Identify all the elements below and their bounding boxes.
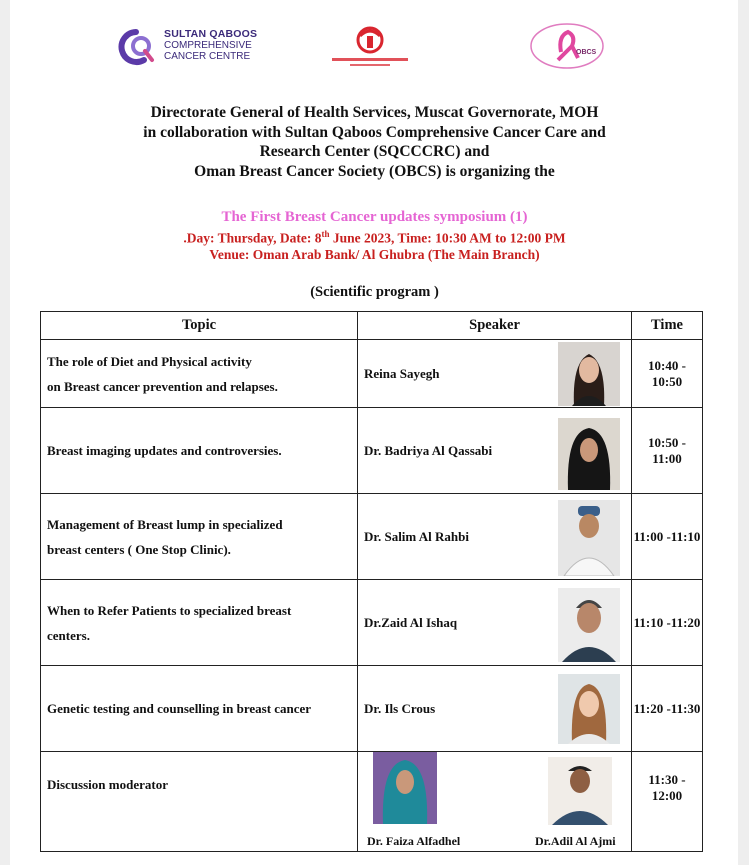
topic-cell: Discussion moderator <box>41 752 358 852</box>
time-cell: 11:20 -11:30 <box>632 666 703 752</box>
header-line-1: Directorate General of Health Services, Muscat Governorate, MOH <box>150 104 599 121</box>
logo-line-1: SULTAN QABOOS <box>164 28 258 40</box>
moh-logo <box>320 24 420 72</box>
time-cell: 11:10 -11:20 <box>632 580 703 666</box>
table-row <box>41 494 703 580</box>
event-date-time <box>0 226 749 247</box>
header-topic: Topic <box>41 312 358 340</box>
obcs-ribbon-icon <box>528 22 606 70</box>
speaker-cell <box>358 408 632 494</box>
header-line-2: in collaboration with Sultan Qaboos Comprehensive Cancer Care and <box>143 123 606 141</box>
event-day-prefix: .Day: Thursday, Date: 8 <box>183 230 322 246</box>
header-time: Time <box>632 312 703 340</box>
time-cell: 11:30 - 12:00 <box>632 752 703 852</box>
event-venue: Venue: Oman Arab Bank/ Al Ghubra (The Main Branch) <box>209 246 540 262</box>
sqcccrc-logo <box>114 26 274 68</box>
header-line-4: Oman Breast Cancer Society (OBCS) is organizing the <box>194 162 555 180</box>
moderator-name-1: Dr. Faiza Alfadhel <box>367 834 461 848</box>
table-row <box>41 752 703 852</box>
table-row <box>41 666 703 752</box>
speaker-name: Dr.Zaid Al Ishaq <box>364 614 458 630</box>
speaker-photo <box>558 588 620 662</box>
event-day-sup: th <box>321 229 330 239</box>
event-title: The First Breast Cancer updates symposium (1) <box>221 209 528 225</box>
speaker-name: Reina Sayegh <box>364 365 440 381</box>
speaker-cell <box>358 494 632 580</box>
speaker-photo <box>558 418 620 490</box>
speaker-cell <box>358 580 632 666</box>
organizer-statement <box>0 103 749 181</box>
speaker-name: Dr. Ils Crous <box>364 700 436 716</box>
sqcccrc-mark-icon <box>114 28 158 66</box>
speaker-cell <box>358 666 632 752</box>
topic-cell <box>41 408 358 494</box>
speaker-name: Dr. Salim Al Rahbi <box>364 528 469 544</box>
obcs-text: OBCS <box>576 49 597 56</box>
topic-line-2: centers. <box>47 627 90 643</box>
obcs-logo <box>528 22 606 70</box>
time-cell: 10:50 - 11:00 <box>632 408 703 494</box>
topic-line-1: Management of Breast lump in specialized <box>47 516 283 532</box>
topic-cell <box>41 340 358 408</box>
time-cell: 10:40 - 10:50 <box>632 340 703 408</box>
table-header-row <box>41 312 703 340</box>
topic-line-2: breast centers ( One Stop Clinic). <box>47 541 231 557</box>
table-row <box>41 340 703 408</box>
topic-line-1: The role of Diet and Physical activity <box>47 353 252 369</box>
event-day-suffix: June 2023, Time: 10:30 AM to 12:00 PM <box>329 230 566 246</box>
topic-cell <box>41 580 358 666</box>
speaker-photo <box>558 342 620 406</box>
logo-line-3: CANCER CENTRE <box>164 51 251 62</box>
topic-line-2: on Breast cancer prevention and relapses. <box>47 378 278 394</box>
moderator-photo-2 <box>548 757 612 825</box>
moderator-name-2: Dr.Adil Al Ajmi <box>535 834 616 848</box>
event-details <box>0 208 749 263</box>
moderator-photo-1 <box>373 752 437 824</box>
topic-cell <box>41 666 358 752</box>
topic-line-1: Breast imaging updates and controversies. <box>47 443 282 458</box>
topic-line-1: When to Refer Patients to specialized breast <box>47 602 292 618</box>
time-cell: 11:00 -11:10 <box>632 494 703 580</box>
moh-emblem-icon <box>320 24 420 72</box>
speaker-name: Dr. Badriya Al Qassabi <box>364 442 493 458</box>
logo-line-2: COMPREHENSIVE <box>164 40 252 51</box>
program-label: (Scientific program ) <box>310 284 439 300</box>
header-line-3: Research Center (SQCCCRC) and <box>259 143 490 160</box>
speaker-photo <box>558 500 620 576</box>
header-speaker: Speaker <box>358 312 632 340</box>
schedule-table <box>40 311 703 852</box>
moderators-cell <box>358 752 632 852</box>
table-row <box>41 580 703 666</box>
speaker-cell <box>358 340 632 408</box>
speaker-photo <box>558 674 620 744</box>
table-row <box>41 408 703 494</box>
topic-line-1: Genetic testing and counselling in breast cancer <box>47 701 312 716</box>
topic-cell <box>41 494 358 580</box>
